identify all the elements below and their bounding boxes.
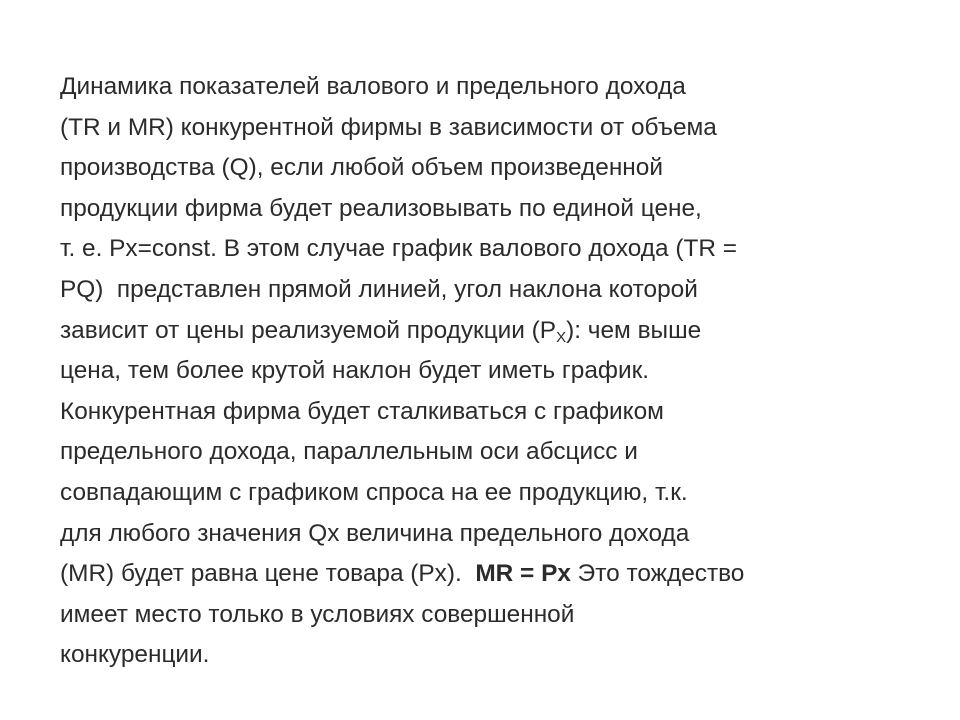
text-line: имеет место только в условиях совершенной — [60, 600, 575, 628]
slide-text-body — [60, 67, 920, 676]
text-line: цена, тем более крутой наклон будет иметь график. — [60, 357, 650, 385]
text-line: конкуренции. — [60, 641, 210, 669]
text-line: т. е. Px=const. В этом случае график валового дохода (TR = — [60, 235, 738, 263]
text-line: (MR) будет равна цене товара (Px). MR = Px Это тождество — [60, 560, 745, 588]
text-line: зависит от цены реализуемой продукции $(P_X)$: чем выше — [60, 316, 702, 346]
text-line: для любого значения Qx величина предельного дохода — [60, 519, 690, 547]
formula-emphasis: MR = Px — [475, 560, 571, 588]
text-line: совпадающим с графиком спроса на ее продукцию, т.к. — [60, 478, 688, 506]
text-line: производства (Q), если любой объем произведенной — [60, 154, 663, 182]
text-line: Динамика показателей валового и предельного дохода — [60, 73, 686, 100]
text-line: (TR и MR) конкурентной фирмы в зависимости от объема — [60, 113, 717, 141]
text-line: продукции фирма будет реализовывать по единой цене, — [60, 194, 702, 222]
subscript-x: X — [556, 328, 567, 346]
text-line: PQ) представлен прямой линией, угол наклона которой — [60, 275, 698, 303]
text-line: Конкурентная фирма будет сталкиваться с графиком — [60, 397, 664, 425]
text-line: предельного дохода, параллельным оси абсцисс и — [60, 438, 638, 466]
